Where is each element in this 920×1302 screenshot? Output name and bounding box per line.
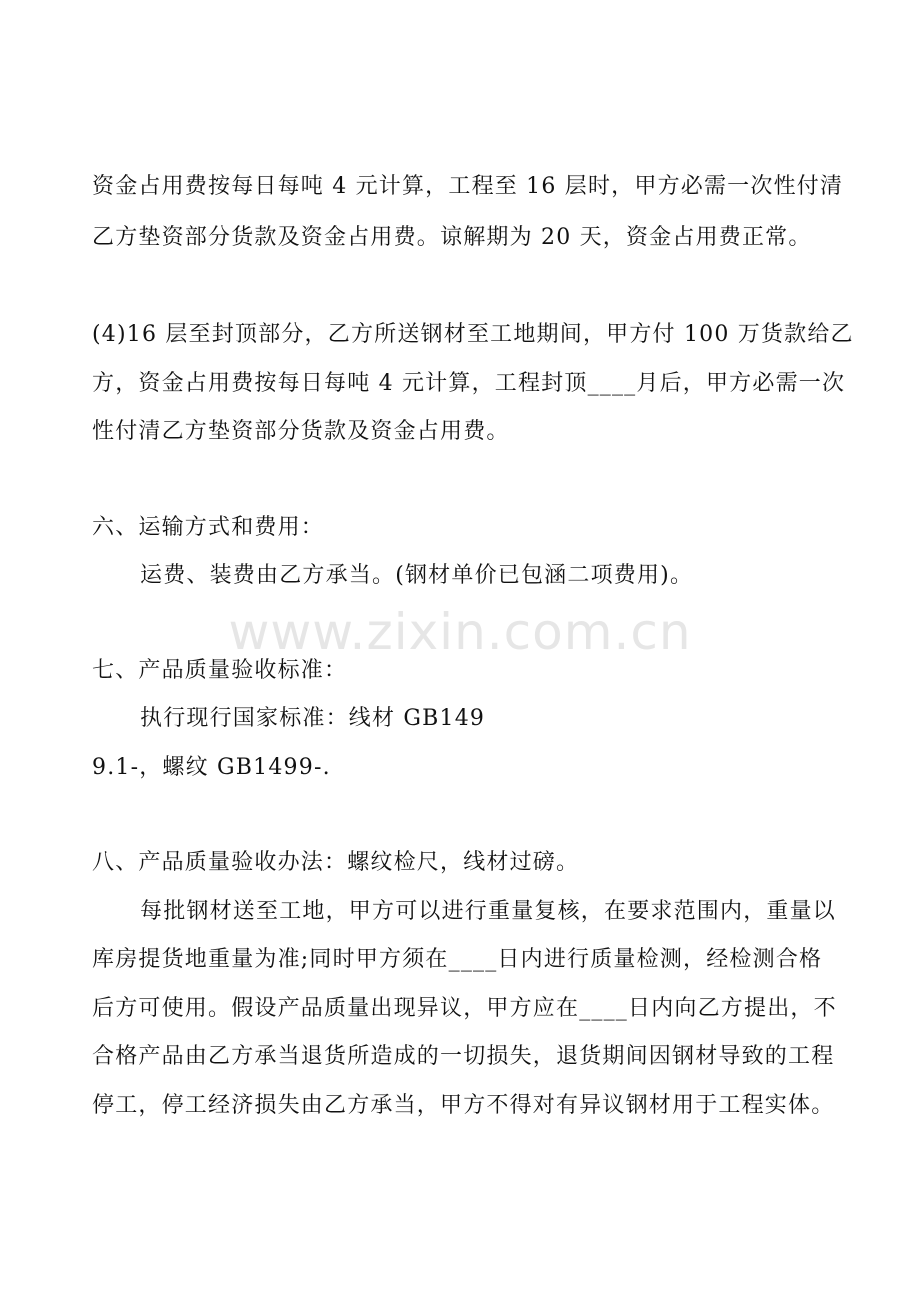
- section-heading: 六、运输方式和费用：: [92, 515, 325, 540]
- paragraph-line: 执行现行国家标准：线材 GB149: [140, 706, 486, 731]
- watermark: www.zixin.com.cn: [228, 603, 692, 661]
- paragraph-line: 运费、装费由乙方承当。(钢材单价已包涵二项费用)。: [140, 563, 694, 588]
- paragraph-line: 乙方垫资部分货款及资金占用费。谅解期为 20 天，资金占用费正常。: [92, 225, 812, 250]
- section-heading: 八、产品质量验收办法：螺纹检尺，线材过磅。: [92, 850, 580, 875]
- section-heading: 七、产品质量验收标准：: [92, 658, 348, 683]
- paragraph-line: 合格产品由乙方承当退货所造成的一切损失，退货期间因钢材导致的工程: [92, 1044, 835, 1069]
- paragraph-line: 每批钢材送至工地，甲方可以进行重量复核，在要求范围内，重量以: [140, 899, 837, 924]
- paragraph-line: 库房提货地重量为准;同时甲方须在____日内进行质量检测，经检测合格: [92, 947, 823, 972]
- paragraph-line: 性付清乙方垫资部分货款及资金占用费。: [92, 419, 510, 444]
- paragraph-line: 后方可使用。假设产品质量出现异议，甲方应在____日内向乙方提出，不: [92, 996, 837, 1021]
- paragraph-line: 资金占用费按每日每吨 4 元计算，工程至 16 层时，甲方必需一次性付清: [92, 174, 844, 199]
- paragraph-line: 方，资金占用费按每日每吨 4 元计算，工程封顶____月后，甲方必需一次: [92, 371, 846, 396]
- paragraph-line: (4)16 层至封顶部分，乙方所送钢材至工地期间，甲方付 100 万货款给乙: [92, 322, 854, 347]
- paragraph-line: 停工，停工经济损失由乙方承当，甲方不得对有异议钢材用于工程实体。: [92, 1093, 835, 1118]
- paragraph-line: 9.1-，螺纹 GB1499-.: [92, 755, 331, 780]
